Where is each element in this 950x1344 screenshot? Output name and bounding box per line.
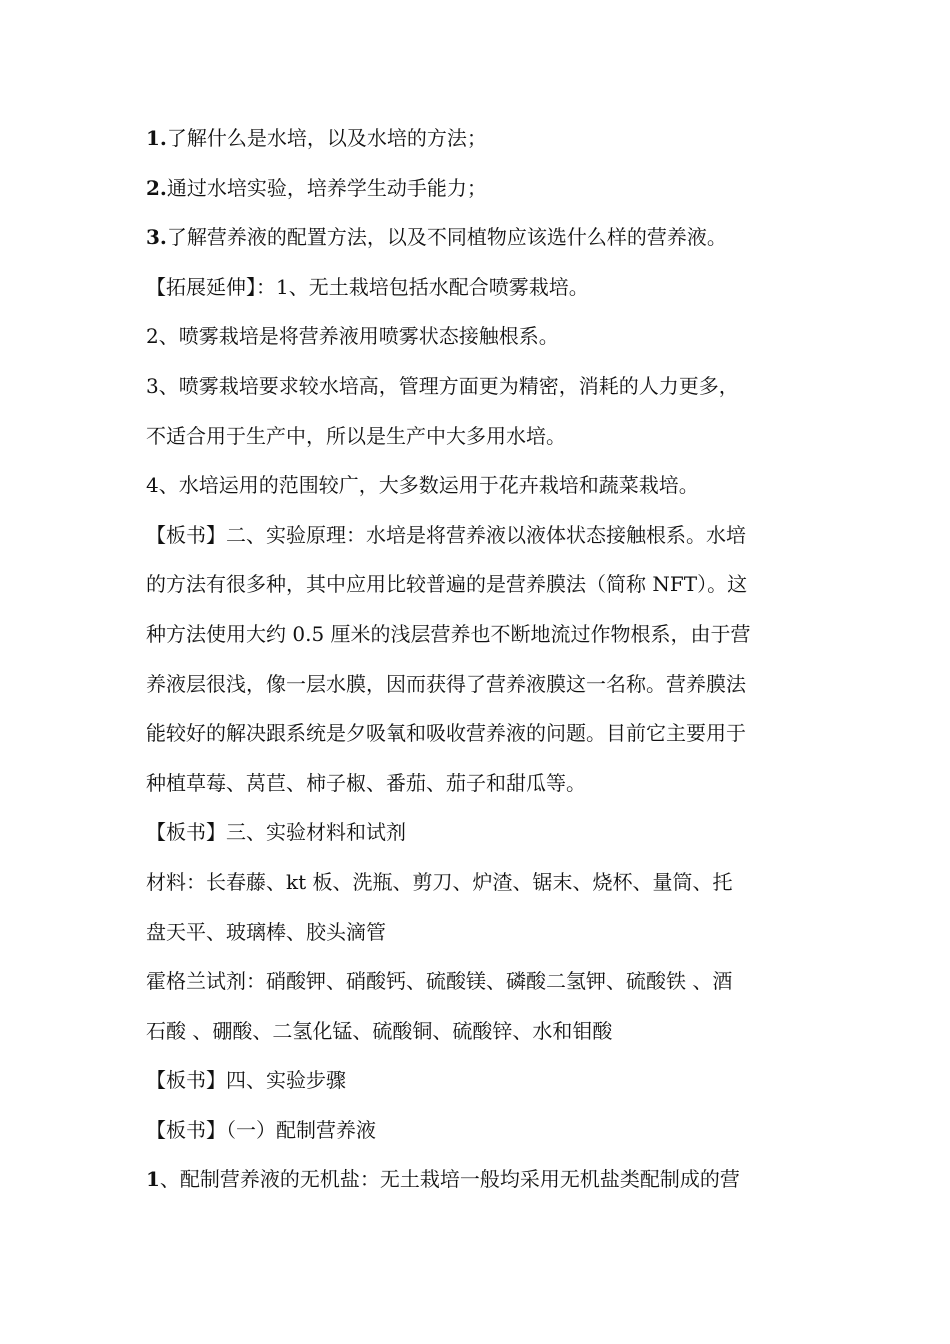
text-line [146,1155,810,1205]
line-text: 不适合用于生产中，所以是生产中大多用水培。 [146,423,566,448]
line-text: 、配制营养液的无机盐：无土栽培一般均采用无机盐类配制成的营 [159,1167,740,1192]
line-text: 通过水培实验，培养学生动手能力； [166,175,487,200]
line-number: 1. [146,126,167,150]
text-line [146,511,810,561]
text-line [146,412,810,462]
line-text: 种方法使用大约 0.5 厘米的浅层营养也不断地流过作物根系，由于营 [146,621,751,646]
text-line [146,461,810,511]
line-number: 1 [146,1167,160,1192]
text-line [146,709,810,759]
text-line [146,610,810,660]
line-text: 【板书】二、实验原理：水培是将营养液以液体状态接触根系。水培 [146,522,746,547]
text-line [146,908,810,958]
line-text: 能较好的解决跟系统是夕吸氧和吸收营养液的问题。目前它主要用于 [146,721,746,746]
line-number: 3. [146,225,167,250]
line-text: 2、喷雾栽培是将营养液用喷雾状态接触根系。 [146,324,559,349]
text-line [146,808,810,858]
text-line [146,560,810,610]
line-text: 养液层很浅，像一层水膜，因而获得了营养液膜这一名称。营养膜法 [146,671,746,696]
text-line [146,263,810,313]
line-text: 石酸 、硼酸、二氢化锰、硫酸铜、硫酸锌、水和钼酸 [146,1018,613,1043]
text-line [146,312,810,362]
document-body [146,114,810,1205]
line-text: 了解营养液的配置方法，以及不同植物应该选什么样的营养液。 [166,225,727,250]
line-text: 【板书】三、实验材料和试剂 [146,820,406,845]
line-text: 了解什么是水培，以及水培的方法； [166,126,487,150]
line-text: 材料：长春藤、kt 板、洗瓶、剪刀、炉渣、锯末、烧杯、量筒、托 [146,869,733,894]
text-line [146,957,810,1007]
line-text: 种植草莓、莴苣、柿子椒、番茄、茄子和甜瓜等。 [146,770,586,795]
text-line [146,114,810,164]
text-line [146,1106,810,1156]
text-line [146,660,810,710]
line-number: 2. [146,175,167,200]
text-line [146,362,810,412]
line-text: 霍格兰试剂：硝酸钾、硝酸钙、硫酸镁、磷酸二氢钾、硫酸铁 、酒 [146,969,733,994]
text-line [146,164,810,214]
line-text: 【板书】四、实验步骤 [146,1068,346,1093]
line-text: 【拓展延伸】：1、无土栽培包括水配合喷雾栽培。 [146,274,589,299]
line-text: 3、喷雾栽培要求较水培高，管理方面更为精密，消耗的人力更多， [146,373,739,398]
text-line [146,1007,810,1057]
text-line [146,1056,810,1106]
line-text: 的方法有很多种，其中应用比较普遍的是营养膜法（简称 NFT）。这 [146,572,748,597]
text-line [146,213,810,263]
line-text: 【板书】（一）配制营养液 [146,1117,376,1142]
line-text: 盘天平、玻璃棒、胶头滴管 [146,919,386,944]
text-line [146,759,810,809]
text-line [146,858,810,908]
line-text: 4、水培运用的范围较广，大多数运用于花卉栽培和蔬菜栽培。 [146,473,699,498]
